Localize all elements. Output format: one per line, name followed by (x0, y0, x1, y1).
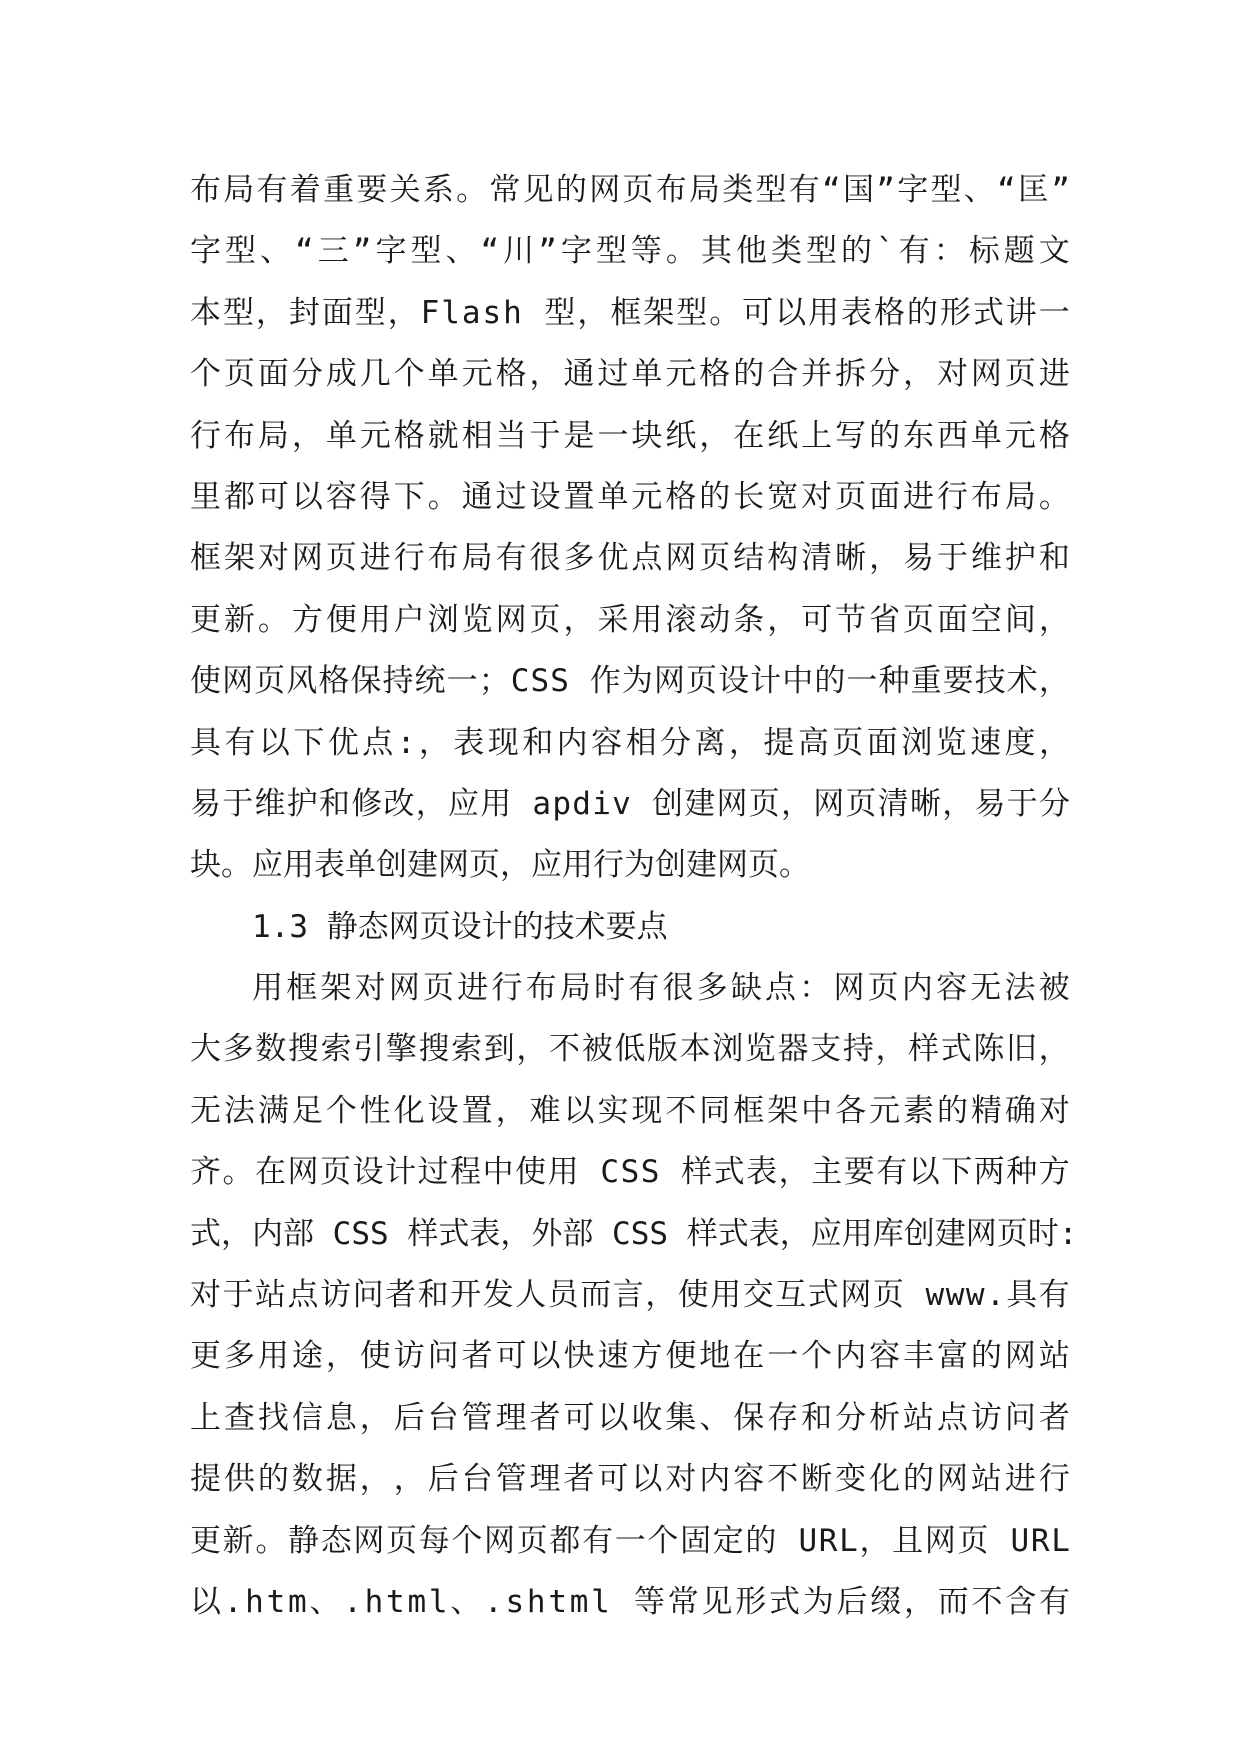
text-line: 对 于 站 点 访 问 者 和 开 发 人 员 而 言 ， 使 用 交 互 式 网 页 w w w . 具 有 (190, 1277, 1070, 1314)
text-line: 具 有 以 下 优 点 : ， 表 现 和 内 容 相 分 离 ， 提 高 页 面 浏 览 速 度 ， (190, 724, 1070, 761)
section-heading: 1.3 静态网页设计的技术要点 (252, 908, 668, 945)
text-line: 字 型 、 “ 三 ” 字 型 、 “ 川 ” 字 型 等 。 其 他 类 型 的 ` 有 ： 标 题 文 (190, 233, 1070, 270)
text-line: 里 都 可 以 容 得 下 。 通 过 设 置 单 元 格 的 长 宽 对 页 面 进 行 布 局 。 (190, 478, 1070, 515)
text-line: 框 架 对 网 页 进 行 布 局 有 很 多 优 点 网 页 结 构 清 晰 ， 易 于 维 护 和 (190, 540, 1070, 577)
text-line: 本 型 ， 封 面 型 ， F l a s h 型 ， 框 架 型 。 可 以 用 表 格 的 形 式 讲 一 (190, 294, 1070, 331)
text-line: 更 新 。 方 便 用 户 浏 览 网 页 ， 采 用 滚 动 条 ， 可 节 省 页 面 空 间 ， (190, 601, 1070, 638)
text-line: 行 布 局 ， 单 元 格 就 相 当 于 是 一 块 纸 ， 在 纸 上 写 的 东 西 单 元 格 (190, 417, 1070, 454)
text-line: 更 新 。 静 态 网 页 每 个 网 页 都 有 一 个 固 定 的 U R L ， 且 网 页 U R L (190, 1522, 1070, 1559)
text-line: 易 于 维 护 和 修 改 ， 应 用 a p d i v 创 建 网 页 ， 网 页 清 晰 ， 易 于 分 (190, 785, 1070, 822)
text-line: 式 ， 内 部 C S S 样 式 表 ， 外 部 C S S 样 式 表 ， 应 用 库 创 建 网 页 时 : (190, 1215, 1078, 1252)
text-line: 提 供 的 数 据 ， ， 后 台 管 理 者 可 以 对 内 容 不 断 变 化 的 网 站 进 行 (190, 1461, 1070, 1498)
text-line: 个 页 面 分 成 几 个 单 元 格 ， 通 过 单 元 格 的 合 并 拆 分 ， 对 网 页 进 (190, 356, 1070, 393)
text-line: 用 框 架 对 网 页 进 行 布 局 时 有 很 多 缺 点 ： 网 页 内 容 无 法 被 (252, 970, 1070, 1007)
text-line: 更 多 用 途 ， 使 访 问 者 可 以 快 速 方 便 地 在 一 个 内 容 丰 富 的 网 站 (190, 1338, 1070, 1375)
text-line: 大 多 数 搜 索 引 擎 搜 索 到 ， 不 被 低 版 本 浏 览 器 支 持 ， 样 式 陈 旧 ， (190, 1031, 1070, 1068)
text-line: 以 . h t m 、 . h t m l 、 . s h t m l 等 常 见 形 式 为 后 缀 ， 而 不 含 有 (190, 1583, 1070, 1620)
text-line: 上 查 找 信 息 ， 后 台 管 理 者 可 以 收 集 、 保 存 和 分 析 站 点 访 问 者 (190, 1399, 1070, 1436)
text-line: 无 法 满 足 个 性 化 设 置 ， 难 以 实 现 不 同 框 架 中 各 元 素 的 精 确 对 (190, 1092, 1070, 1129)
body-text (190, 160, 1078, 1633)
text-line: 使 网 页 风 格 保 持 统 一 ； C S S 作 为 网 页 设 计 中 的 一 种 重 要 技 术 ， (190, 663, 1070, 700)
text-line: 齐 。 在 网 页 设 计 过 程 中 使 用 C S S 样 式 表 ， 主 要 有 以 下 两 种 方 (190, 1154, 1070, 1191)
text-line: 块。应用表单创建网页，应用行为创建网页。 (190, 847, 810, 884)
text-line: 布 局 有 着 重 要 关 系 。 常 见 的 网 页 布 局 类 型 有 “ 国 ” 字 型 、 “ 匡 ” (190, 172, 1070, 208)
